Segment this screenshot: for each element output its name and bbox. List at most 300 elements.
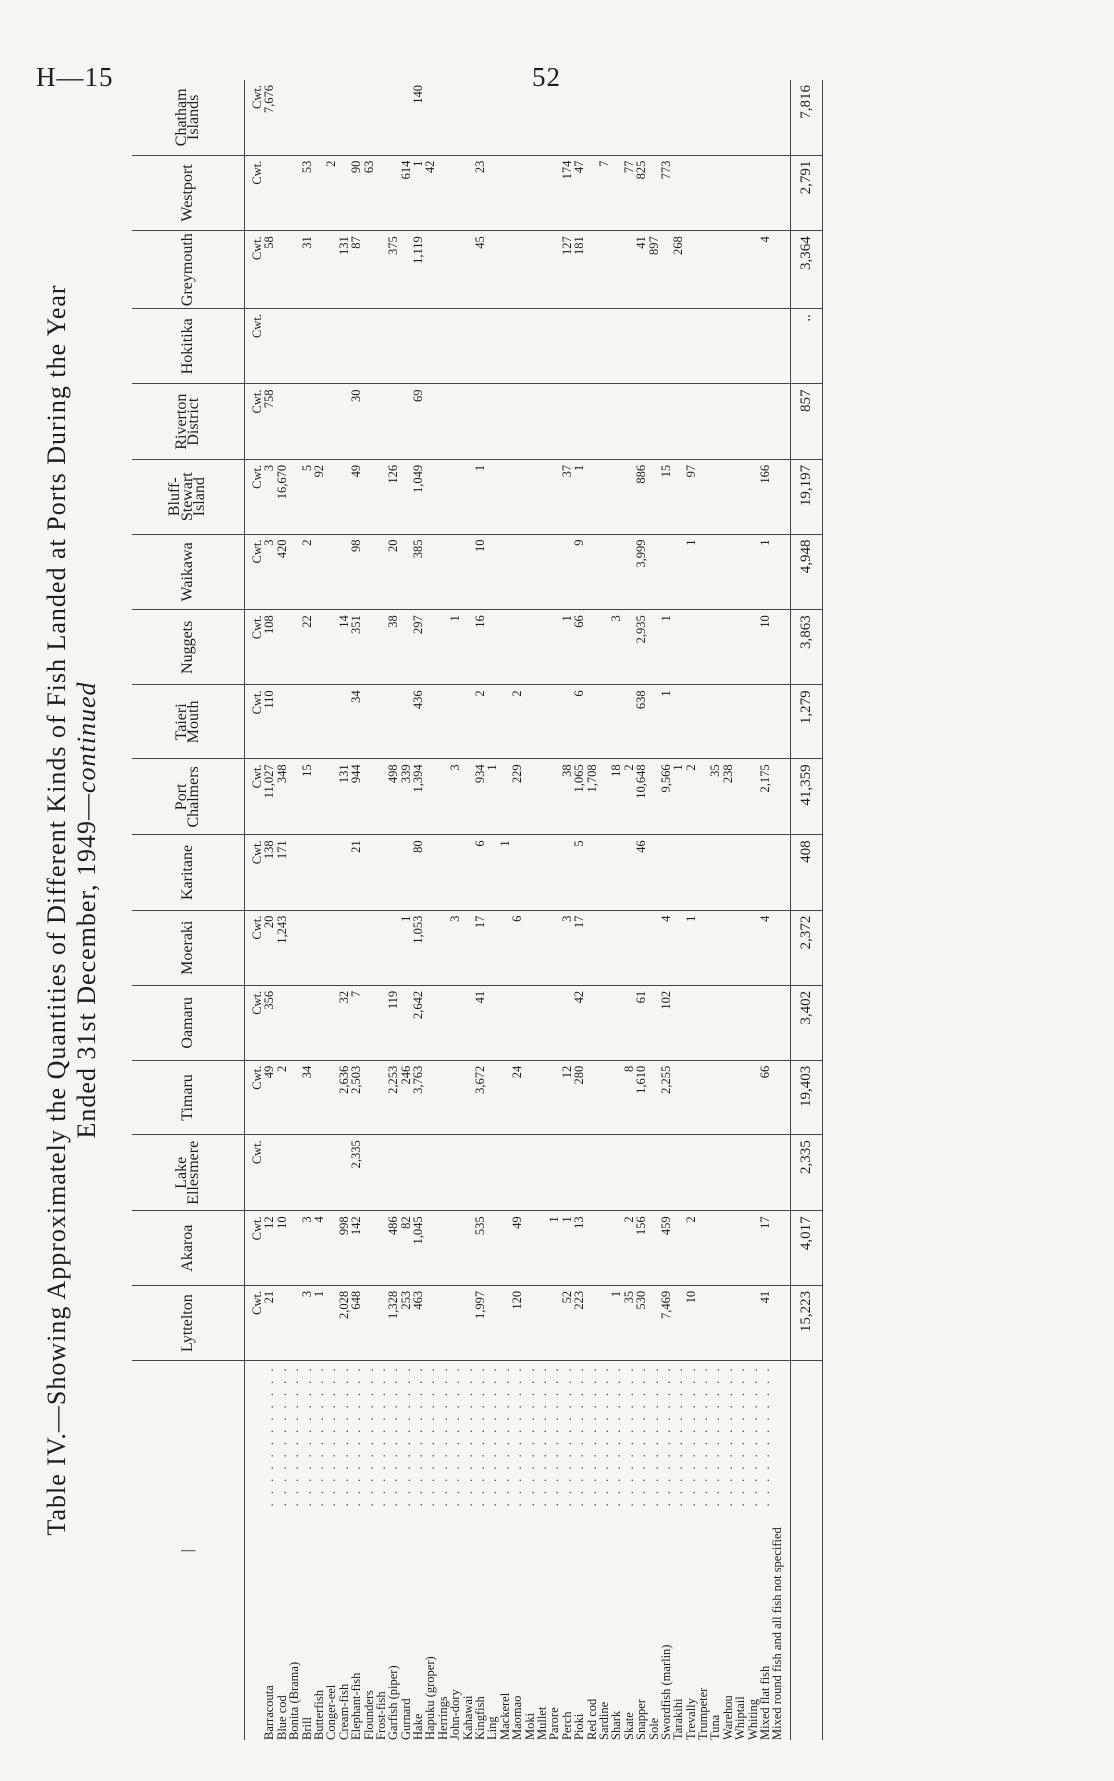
quantity-value (586, 840, 598, 909)
quantity-value (276, 690, 288, 758)
quantity-value (722, 1216, 734, 1284)
quantity-value (623, 1140, 635, 1210)
quantity-value (462, 690, 474, 758)
species-name (672, 1365, 684, 1740)
quantity-value (375, 314, 387, 383)
quantity-value (486, 1140, 498, 1210)
species-label: Shark (609, 1710, 624, 1740)
quantity-value (325, 1291, 337, 1361)
quantity-value (424, 1066, 436, 1134)
quantity-value: 2,642 (411, 990, 426, 1019)
quantity-value (586, 85, 598, 155)
quantity-value: 1 (311, 1290, 326, 1298)
port-column (245, 155, 791, 231)
quantity-value (586, 1066, 598, 1134)
quantity-value (424, 85, 436, 155)
quantity-value (387, 916, 399, 985)
quantity-value (709, 465, 721, 534)
quantity-value: 1 (448, 615, 463, 622)
quantity-value: 1,328 (386, 1290, 401, 1319)
quantity-value: 1 (609, 1290, 624, 1298)
quantity-value: 10 (274, 1216, 289, 1229)
quantity-value: 2 (683, 764, 698, 771)
quantity-value: 1 (658, 690, 673, 697)
port-total: 2,791 (790, 155, 822, 231)
quantity-value (734, 840, 746, 909)
quantity-value (734, 1291, 746, 1361)
quantity-value (548, 540, 560, 610)
quantity-value (412, 1140, 424, 1210)
quantity-value (424, 314, 436, 383)
quantity-value (363, 764, 375, 834)
quantity-value: 140 (411, 85, 426, 104)
quantity-value (747, 389, 759, 458)
quantity-value (747, 916, 759, 985)
quantity-value: 3 (559, 915, 574, 922)
quantity-value (499, 465, 511, 534)
leader-dots: . . . . . . . . . . . . (324, 1365, 339, 1507)
quantity-value (734, 161, 746, 231)
quantity-value (499, 314, 511, 383)
quantity-value (623, 389, 635, 458)
quantity-value (449, 236, 461, 308)
leader-dots: . . . . . . . . . . . . (584, 1365, 599, 1507)
quantity-value (722, 916, 734, 985)
port-total: 3,364 (790, 231, 822, 309)
quantity-value: 375 (386, 236, 401, 255)
quantity-value (709, 314, 721, 383)
quantity-value: 2 (621, 764, 636, 771)
quantity-value (536, 916, 548, 985)
quantity-value: 3,763 (411, 1065, 426, 1094)
quantity-value: 46 (634, 840, 649, 853)
quantity-value (313, 389, 325, 458)
quantity-value: 66 (572, 615, 587, 628)
quantity-value (437, 465, 449, 534)
leader-dots: . . . . . . . . . . . . (510, 1365, 525, 1507)
leader-dots: . . . . . . . . . . . . (758, 1365, 773, 1507)
port-total: 857 (790, 384, 822, 459)
quantity-value (672, 85, 684, 155)
quantity-value (672, 465, 684, 534)
quantity-value (771, 1140, 783, 1210)
quantity-value: 18 (609, 764, 624, 777)
quantity-value (610, 916, 622, 985)
unit-label: Cwt. (250, 1290, 264, 1315)
leader-dots: . . . . . . . . . . . . (485, 1365, 500, 1507)
species-name (511, 1365, 523, 1740)
quantity-value (685, 840, 697, 909)
quantity-value (709, 615, 721, 684)
quantity-value (722, 840, 734, 909)
quantity-value (449, 161, 461, 231)
quantity-value (722, 690, 734, 758)
quantity-value: 2,335 (349, 1140, 364, 1169)
quantity-value (697, 85, 709, 155)
quantity-value (424, 465, 436, 534)
leader-dots: . . . . . . . . . . . . (423, 1365, 438, 1507)
leader-dots: . . . . . . . . . . . . (720, 1365, 735, 1507)
quantity-value (586, 389, 598, 458)
port-total: 15,223 (790, 1285, 822, 1361)
quantity-value: 2 (324, 160, 339, 167)
quantity-value (586, 465, 598, 534)
quantity-value: 2,935 (634, 615, 649, 644)
quantity-value (598, 690, 610, 758)
quantity-value (313, 690, 325, 758)
quantity-value (313, 615, 325, 684)
quantity-value (424, 764, 436, 834)
quantity-value: 110 (262, 690, 277, 709)
quantity-value (734, 615, 746, 684)
quantity-value (548, 85, 560, 155)
port-column (245, 459, 791, 534)
total-row (790, 80, 822, 1740)
quantity-value: 2,503 (349, 1065, 364, 1094)
quantity-value (610, 840, 622, 909)
leader-dots: . . . . . . . . . . . . (522, 1365, 537, 1507)
quantity-value (722, 161, 734, 231)
quantity-value (734, 916, 746, 985)
quantity-value: 1,243 (274, 915, 289, 944)
quantity-value (288, 916, 300, 985)
quantity-value (648, 1140, 660, 1210)
leader-dots: . . . . . . . . . . . . (386, 1365, 401, 1507)
quantity-value (511, 465, 523, 534)
quantity-value (462, 389, 474, 458)
leader-dots: . . . . . . . . . . . . (696, 1365, 711, 1507)
quantity-value: 17 (572, 915, 587, 929)
quantity-value (548, 236, 560, 308)
quantity-value (511, 1140, 523, 1210)
quantity-value: 2,175 (758, 764, 773, 793)
port-total: 3,402 (790, 985, 822, 1060)
port-header: Riverton District (132, 384, 245, 459)
quantity-value: 82 (398, 1216, 413, 1229)
species-label: Perch (559, 1711, 574, 1740)
quantity-value (313, 236, 325, 308)
quantity-value (734, 690, 746, 758)
quantity-value (486, 1291, 498, 1361)
quantity-value (747, 991, 759, 1060)
quantity-value (350, 916, 362, 985)
quantity-value (424, 540, 436, 610)
quantity-value (350, 85, 362, 155)
quantity-value: 6 (572, 690, 587, 697)
quantity-value: 535 (473, 1216, 488, 1236)
quantity-value (313, 540, 325, 610)
quantity-value: 1 (572, 464, 587, 472)
species-label: Whiptail (733, 1696, 748, 1740)
fish-landings-table (132, 80, 823, 1740)
quantity-value (387, 690, 399, 758)
quantity-value (536, 615, 548, 684)
quantity-value: 42 (423, 160, 438, 174)
quantity-value: 4 (658, 915, 673, 922)
quantity-value (598, 1140, 610, 1210)
species-label: Mixed round fish and all fish not specified (770, 1527, 785, 1740)
quantity-value (424, 840, 436, 909)
quantity-value: 181 (572, 236, 587, 255)
quantity-value (437, 991, 449, 1060)
species-column (245, 1361, 791, 1740)
quantity-value (363, 85, 375, 155)
quantity-value: 385 (411, 539, 426, 559)
quantity-value (709, 991, 721, 1060)
species-label: Kingfish (473, 1696, 488, 1740)
species-name (734, 1365, 746, 1740)
quantity-value (437, 840, 449, 909)
quantity-value (586, 1140, 598, 1210)
quantity-value (610, 314, 622, 383)
quantity-value (462, 1140, 474, 1210)
quantity-value (548, 1291, 560, 1361)
quantity-value (697, 1216, 709, 1284)
port-column (245, 384, 791, 459)
quantity-value (536, 1066, 548, 1134)
quantity-value: 648 (349, 1290, 364, 1310)
quantity-value (486, 314, 498, 383)
quantity-value: 3,672 (473, 1065, 488, 1094)
unit-label: Cwt. (250, 615, 264, 640)
species-label: Trumpeter (696, 1687, 711, 1740)
quantity-value: 1 (683, 539, 698, 546)
quantity-value (437, 1216, 449, 1284)
quantity-value (486, 1066, 498, 1134)
quantity-value (610, 161, 622, 231)
quantity-value: 530 (634, 1290, 649, 1310)
quantity-value (462, 840, 474, 909)
quantity-value (709, 1140, 721, 1210)
total-label-cell (790, 1361, 822, 1740)
quantity-value (276, 991, 288, 1060)
quantity-value (759, 85, 771, 155)
quantity-value (722, 465, 734, 534)
quantity-value (598, 840, 610, 909)
quantity-value (511, 389, 523, 458)
quantity-value (437, 540, 449, 610)
species-name (449, 1365, 461, 1740)
quantity-value: 223 (572, 1290, 587, 1310)
species-name (573, 1365, 585, 1740)
quantity-value (449, 690, 461, 758)
quantity-value (449, 540, 461, 610)
quantity-value (598, 615, 610, 684)
quantity-value (685, 161, 697, 231)
quantity-value: 90 (349, 160, 364, 174)
quantity-value (573, 314, 585, 383)
quantity-value (734, 991, 746, 1060)
quantity-value (771, 1066, 783, 1134)
quantity-value (288, 161, 300, 231)
page-number: 52 (532, 62, 561, 92)
table-title (42, 80, 102, 1740)
quantity-value: 1,045 (411, 1216, 426, 1245)
quantity-value (424, 1216, 436, 1284)
quantity-value (697, 314, 709, 383)
quantity-value (610, 1066, 622, 1134)
quantity-value (722, 1140, 734, 1210)
quantity-value: 17 (758, 1216, 773, 1229)
quantity-value (709, 85, 721, 155)
quantity-value: 9 (572, 539, 587, 546)
port-column (245, 985, 791, 1060)
quantity-value (524, 85, 536, 155)
unit-label: Cwt. (250, 990, 264, 1015)
quantity-value (648, 690, 660, 758)
quantity-value (288, 1140, 300, 1210)
quantity-value (288, 690, 300, 758)
quantity-value (573, 85, 585, 155)
port-total: 41,359 (790, 759, 822, 835)
quantity-value (697, 615, 709, 684)
quantity-value (486, 236, 498, 308)
port-column (245, 1285, 791, 1361)
quantity-value (524, 916, 536, 985)
quantity-value (524, 161, 536, 231)
quantity-value (325, 764, 337, 834)
quantity-value: 16 (473, 615, 488, 628)
quantity-value (301, 314, 313, 383)
port-total: 1,279 (790, 685, 822, 759)
quantity-value (449, 991, 461, 1060)
quantity-value (598, 1066, 610, 1134)
quantity-value (474, 314, 486, 383)
quantity-value: 38 (559, 764, 574, 777)
species-name (424, 1365, 436, 1740)
species-label: Maomao (510, 1695, 525, 1740)
quantity-value (722, 1291, 734, 1361)
quantity-value (734, 1216, 746, 1284)
quantity-value (524, 615, 536, 684)
quantity-value (499, 389, 511, 458)
quantity-value: 14 (336, 615, 351, 628)
quantity-value (697, 465, 709, 534)
species-label: Mixed flat fish (758, 1665, 773, 1740)
quantity-value (325, 840, 337, 909)
quantity-value (424, 916, 436, 985)
quantity-value: 126 (386, 464, 401, 484)
quantity-value (499, 236, 511, 308)
quantity-value (325, 1140, 337, 1210)
quantity-value (548, 1140, 560, 1210)
quantity-value: 127 (559, 236, 574, 255)
quantity-value: 498 (386, 764, 401, 784)
continued-label: continued (72, 681, 101, 793)
quantity-value (301, 690, 313, 758)
quantity-value (486, 690, 498, 758)
quantity-value: 7,676 (262, 85, 277, 114)
quantity-value: 131 (336, 236, 351, 255)
quantity-value (660, 314, 672, 383)
quantity-value (387, 314, 399, 383)
quantity-value (697, 161, 709, 231)
quantity-value (276, 389, 288, 458)
quantity-value (635, 389, 647, 458)
quantity-value (424, 1140, 436, 1210)
quantity-value (561, 540, 573, 610)
quantity-value (524, 764, 536, 834)
quantity-value (548, 161, 560, 231)
quantity-value (338, 85, 350, 155)
quantity-value (722, 615, 734, 684)
quantity-value (635, 85, 647, 155)
quantity-value (771, 840, 783, 909)
species-label: Tuna (708, 1714, 723, 1740)
quantity-value (697, 1066, 709, 1134)
quantity-value: 3 (262, 539, 277, 546)
quantity-value (462, 85, 474, 155)
quantity-value (363, 236, 375, 308)
quantity-value (499, 540, 511, 610)
quantity-value (499, 85, 511, 155)
quantity-value (709, 840, 721, 909)
quantity-value (524, 991, 536, 1060)
quantity-value (747, 1140, 759, 1210)
quantity-value (486, 465, 498, 534)
port-header: Greymouth (132, 231, 245, 309)
quantity-value (486, 615, 498, 684)
quantity-value (672, 1140, 684, 1210)
quantity-value (672, 916, 684, 985)
quantity-value: 7,469 (658, 1290, 673, 1319)
quantity-value (486, 85, 498, 155)
species-name (635, 1365, 647, 1740)
quantity-value (685, 690, 697, 758)
species-label: Conger-eel (324, 1684, 339, 1740)
species-label: Kahawai (460, 1695, 475, 1740)
quantity-value: 4 (311, 1216, 326, 1223)
quantity-value (672, 389, 684, 458)
quantity-value (375, 690, 387, 758)
quantity-value (325, 540, 337, 610)
species-label: Butterfish (311, 1690, 326, 1740)
quantity-value: 8 (621, 1065, 636, 1073)
species-name (263, 1365, 275, 1740)
leader-dots: . . . . . . . . . . . . (745, 1365, 760, 1507)
quantity-value (697, 916, 709, 985)
quantity-value: 1 (683, 915, 698, 922)
quantity-value: 10,648 (634, 764, 649, 799)
quantity-value (524, 236, 536, 308)
quantity-value (363, 1140, 375, 1210)
quantity-value: 47 (572, 160, 587, 174)
quantity-value (734, 1066, 746, 1134)
quantity-value: 21 (262, 1290, 277, 1304)
quantity-value (610, 690, 622, 758)
quantity-value (586, 161, 598, 231)
quantity-value: 463 (411, 1290, 426, 1310)
quantity-value (561, 314, 573, 383)
quantity-value (363, 690, 375, 758)
quantity-value: 2,028 (336, 1290, 351, 1319)
port-column (245, 534, 791, 610)
quantity-value (424, 389, 436, 458)
quantity-value (734, 389, 746, 458)
quantity-value (734, 236, 746, 308)
quantity-value: 142 (349, 1216, 364, 1236)
leader-dots: . . . . . . . . . . . . (336, 1365, 351, 1507)
port-header: Nuggets (132, 610, 245, 685)
quantity-value (759, 389, 771, 458)
quantity-value (747, 840, 759, 909)
quantity-value (747, 161, 759, 231)
quantity-value (524, 1216, 536, 1284)
quantity-value (437, 916, 449, 985)
leader-dots: . . . . . . . . . . . . (411, 1365, 426, 1507)
quantity-value (709, 690, 721, 758)
quantity-value: 339 (398, 764, 413, 784)
